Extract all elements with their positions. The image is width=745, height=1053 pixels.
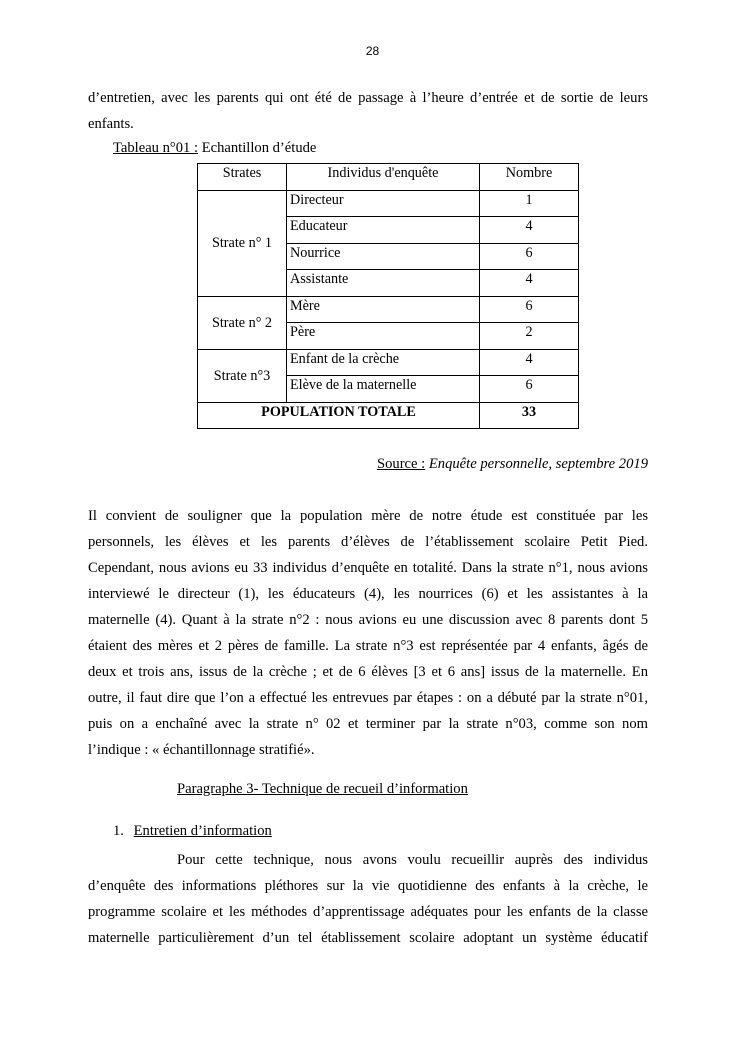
- nombre-cell: 6: [480, 243, 579, 270]
- nombre-cell: 1: [480, 190, 579, 217]
- strate-1-label: Strate n° 1: [198, 190, 287, 296]
- source-text: Enquête personnelle, septembre 2019: [425, 456, 648, 472]
- source-line: [377, 456, 648, 473]
- total-row: [198, 402, 579, 429]
- table-caption: [113, 140, 316, 157]
- header-strates: Strates: [198, 164, 287, 191]
- paragraph-line: programme scolaire et les méthodes d’apprentissage adéquates pour les enfants de la classe: [88, 904, 648, 920]
- nombre-cell: 6: [480, 296, 579, 323]
- nombre-cell: 2: [480, 323, 579, 350]
- paragraph-line: d’enquête des informations pléthores sur la vie quotidienne des enfants à la crèche, le: [88, 878, 648, 894]
- individu-cell: Père: [287, 323, 480, 350]
- paragraph-line: Il convient de souligner que la population mère de notre étude est constituée par les: [88, 508, 648, 524]
- paragraph-line: interviewé le directeur (1), les éducateurs (4), les nourrices (6) et les assistantes à la: [88, 586, 648, 602]
- source-label: Source :: [376, 456, 426, 472]
- header-nombre: Nombre: [480, 164, 579, 191]
- table-header-row: [198, 164, 579, 191]
- section-heading: Paragraphe 3- Technique de recueil d’information: [177, 781, 468, 797]
- intro-line-1: d’entretien, avec les parents qui ont été de passage à l’heure d’entrée et de sortie de leurs: [88, 90, 648, 106]
- nombre-cell: 4: [480, 217, 579, 244]
- table-row: [198, 296, 579, 323]
- list-item-text: Entretien d’information: [133, 823, 272, 839]
- table-caption-title: Echantillon d’étude: [198, 140, 317, 156]
- individu-cell: Directeur: [287, 190, 480, 217]
- paragraph-line: outre, il faut dire que l’on a effectué les entrevues par étapes : on a débuté par la strate n°01,: [88, 690, 648, 706]
- nombre-cell: 4: [480, 349, 579, 376]
- total-label: POPULATION TOTALE: [198, 402, 480, 429]
- paragraph-line: maternelle (4). Quant à la strate n°2 : nous avions eu une discussion avec 8 parents dont 5: [88, 612, 648, 628]
- individu-cell: Elève de la maternelle: [287, 376, 480, 403]
- paragraph-line: deux et trois ans, issus de la crèche ; et de 6 élèves [3 et 6 ans] issus de la maternelle. En: [88, 664, 648, 680]
- paragraph-line: étaient des mères et 2 pères de famille. La strate n°3 est représentée par 4 enfants, âgés de: [88, 638, 648, 654]
- total-value: 33: [480, 402, 579, 429]
- header-individus: Individus d'enquête: [287, 164, 480, 191]
- paragraph-line: maternelle particulièrement d’un tel établissement scolaire adoptant un système éducatif: [88, 930, 648, 946]
- paragraph-line: l’indique : « échantillonnage stratifié».: [88, 742, 315, 758]
- intro-line-2: enfants.: [88, 116, 134, 132]
- individu-cell: Nourrice: [287, 243, 480, 270]
- individu-cell: Mère: [287, 296, 480, 323]
- strate-3-label: Strate n°3: [198, 349, 287, 402]
- strate-2-label: Strate n° 2: [198, 296, 287, 349]
- sample-table: [197, 163, 579, 429]
- list-item: [113, 823, 272, 840]
- individu-cell: Assistante: [287, 270, 480, 297]
- paragraph-line: puis on a enchaîné avec la strate n° 02 et terminer par la strate n°03, comme son nom: [88, 716, 648, 732]
- table-row: [198, 190, 579, 217]
- individu-cell: Educateur: [287, 217, 480, 244]
- individu-cell: Enfant de la crèche: [287, 349, 480, 376]
- nombre-cell: 6: [480, 376, 579, 403]
- nombre-cell: 4: [480, 270, 579, 297]
- paragraph-line: personnels, les élèves et les parents d’élèves de l’établissement scolaire Petit Pied.: [88, 534, 648, 550]
- paragraph-line: Pour cette technique, nous avons voulu recueillir auprès des individus: [177, 852, 648, 868]
- page-number: 28: [365, 44, 380, 58]
- table-caption-label: Tableau n°01 :: [113, 140, 199, 156]
- list-item-number: 1.: [113, 823, 124, 839]
- paragraph-line: Cependant, nous avions eu 33 individus d’enquête en totalité. Dans la strate n°1, nous avions: [88, 560, 648, 576]
- table-row: [198, 349, 579, 376]
